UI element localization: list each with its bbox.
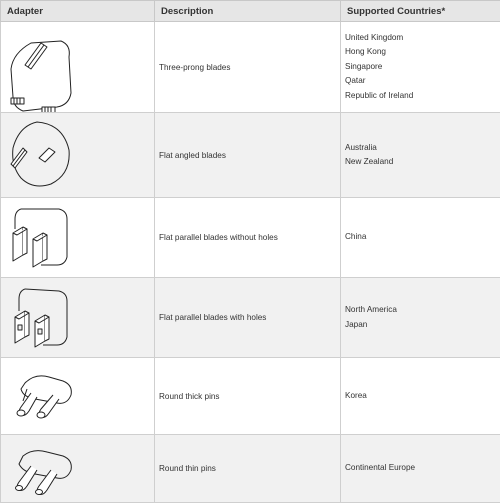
round-thick-pins-plug-icon	[1, 359, 154, 434]
countries-cell	[341, 358, 500, 435]
description-text: Flat parallel blades without holes	[159, 233, 340, 242]
description-text: Round thick pins	[159, 392, 340, 401]
adapter-cell	[1, 22, 155, 113]
round-thin-pins-plug-icon	[1, 436, 154, 502]
country-item: China	[345, 230, 500, 245]
countries-cell	[341, 435, 500, 503]
adapter-cell	[1, 278, 155, 358]
countries-cell	[341, 113, 500, 198]
description-cell	[155, 113, 341, 198]
table-row	[1, 198, 500, 278]
description-cell	[155, 278, 341, 358]
country-item: Qatar	[345, 74, 500, 89]
description-cell	[155, 435, 341, 503]
countries-cell	[341, 22, 500, 113]
country-item: Republic of Ireland	[345, 89, 500, 104]
flat-parallel-holes-plug-icon	[1, 279, 154, 357]
description-text: Flat parallel blades with holes	[159, 313, 340, 322]
table-row	[1, 113, 500, 198]
header-supported-countries: Supported Countries*	[341, 1, 500, 22]
header-description: Description	[155, 1, 341, 22]
country-item: Japan	[345, 318, 500, 333]
country-item: Hong Kong	[345, 45, 500, 60]
description-text: Round thin pins	[159, 464, 340, 473]
country-item: New Zealand	[345, 155, 500, 170]
countries-cell	[341, 198, 500, 278]
adapter-cell	[1, 198, 155, 278]
country-item: Singapore	[345, 60, 500, 75]
description-cell	[155, 198, 341, 278]
adapter-cell	[1, 435, 155, 503]
adapter-cell	[1, 113, 155, 198]
three-prong-plug-icon	[1, 23, 154, 112]
description-cell	[155, 22, 341, 113]
flat-angled-plug-icon	[1, 114, 154, 197]
countries-cell	[341, 278, 500, 358]
table-row	[1, 358, 500, 435]
description-text: Three-prong blades	[159, 63, 340, 72]
header-adapter: Adapter	[1, 1, 155, 22]
country-item: North America	[345, 303, 500, 318]
flat-parallel-plug-icon	[1, 199, 154, 277]
country-item: United Kingdom	[345, 31, 500, 46]
table-row	[1, 278, 500, 358]
country-item: Korea	[345, 389, 500, 404]
country-item: Continental Europe	[345, 461, 500, 476]
country-item: Australia	[345, 141, 500, 156]
description-cell	[155, 358, 341, 435]
table-header-row	[1, 1, 500, 22]
description-text: Flat angled blades	[159, 151, 340, 160]
table-row	[1, 22, 500, 113]
adapter-cell	[1, 358, 155, 435]
table-row	[1, 435, 500, 503]
